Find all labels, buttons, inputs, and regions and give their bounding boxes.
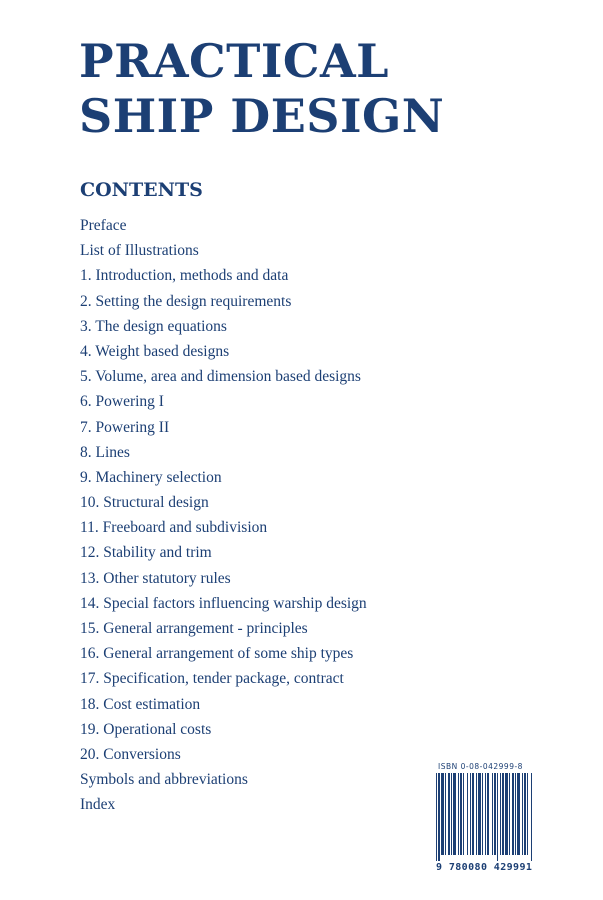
barcode-bar — [482, 773, 483, 855]
table-of-contents — [80, 213, 367, 818]
toc-item: Index — [80, 796, 116, 814]
barcode-bar — [476, 773, 477, 855]
barcode-bar — [515, 773, 516, 855]
barcode-digits: 9 780080 429991 — [436, 862, 533, 873]
barcode-bar — [436, 773, 437, 861]
toc-item: Symbols and abbreviations — [80, 771, 248, 789]
barcode-bar — [492, 773, 493, 855]
toc-item: 13. Other statutory rules — [80, 569, 231, 587]
barcode-bar — [531, 773, 532, 861]
barcode-bar — [458, 773, 459, 855]
toc-item: 17. Specification, tender package, contract — [80, 670, 344, 688]
barcode-bar — [485, 773, 486, 855]
barcode-bar — [522, 773, 523, 855]
barcode-bar — [505, 773, 508, 855]
barcode-bar — [438, 773, 440, 861]
toc-item: 9. Machinery selection — [80, 468, 222, 486]
toc-item: 8. Lines — [80, 443, 130, 461]
toc-item: 19. Operational costs — [80, 720, 212, 738]
toc-item: Preface — [80, 217, 127, 234]
title-line-2: SHIP DESIGN — [79, 89, 445, 143]
toc-item: 6. Powering I — [80, 393, 164, 411]
toc-item: 12. Stability and trim — [80, 544, 212, 562]
toc-item: 2. Setting the design requirements — [80, 292, 292, 310]
toc-item: 11. Freeboard and subdivision — [80, 519, 268, 537]
title-line-1: PRACTICAL — [79, 34, 390, 88]
barcode-bar — [512, 773, 514, 855]
barcode-bar — [500, 773, 501, 855]
barcode-bar — [470, 773, 471, 855]
barcode-bar — [467, 773, 468, 855]
barcode-bar — [494, 773, 496, 855]
toc-item: 16. General arrangement of some ship types — [80, 645, 354, 663]
book-title — [79, 34, 444, 144]
toc-item: 20. Conversions — [80, 745, 181, 763]
isbn-barcode — [432, 762, 538, 876]
isbn-label: ISBN 0-08-042999-8 — [438, 762, 523, 771]
barcode-bar — [517, 773, 520, 855]
barcode-bar — [460, 773, 462, 855]
barcode-bar — [463, 773, 464, 855]
barcode-bar — [451, 773, 452, 855]
toc-item: 4. Weight based designs — [80, 342, 230, 360]
toc-item: 15. General arrangement - principles — [80, 620, 308, 637]
toc-item: 3. The design equations — [80, 317, 227, 335]
barcode-bar — [472, 773, 474, 855]
barcode-bar — [509, 773, 510, 855]
toc-item: 5. Volume, area and dimension based designs — [80, 368, 361, 386]
barcode-bar — [441, 773, 444, 855]
barcode-bar — [497, 773, 498, 861]
barcode-bar — [502, 773, 504, 855]
toc-item: 14. Special factors influencing warship design — [80, 594, 367, 612]
toc-item: 18. Cost estimation — [80, 695, 201, 713]
barcode-bars — [432, 773, 538, 861]
contents-heading: CONTENTS — [80, 179, 203, 201]
toc-item: 7. Powering II — [80, 418, 170, 436]
barcode-bar — [453, 773, 456, 855]
barcode-bar — [445, 773, 446, 855]
barcode-bar — [487, 773, 489, 855]
toc-item: 1. Introduction, methods and data — [80, 267, 289, 285]
barcode-bar — [527, 773, 528, 855]
barcode-bar — [448, 773, 450, 855]
toc-item: List of Illustrations — [80, 242, 199, 260]
barcode-bar — [478, 773, 481, 855]
toc-item: 10. Structural design — [80, 494, 209, 512]
barcode-bar — [524, 773, 526, 855]
